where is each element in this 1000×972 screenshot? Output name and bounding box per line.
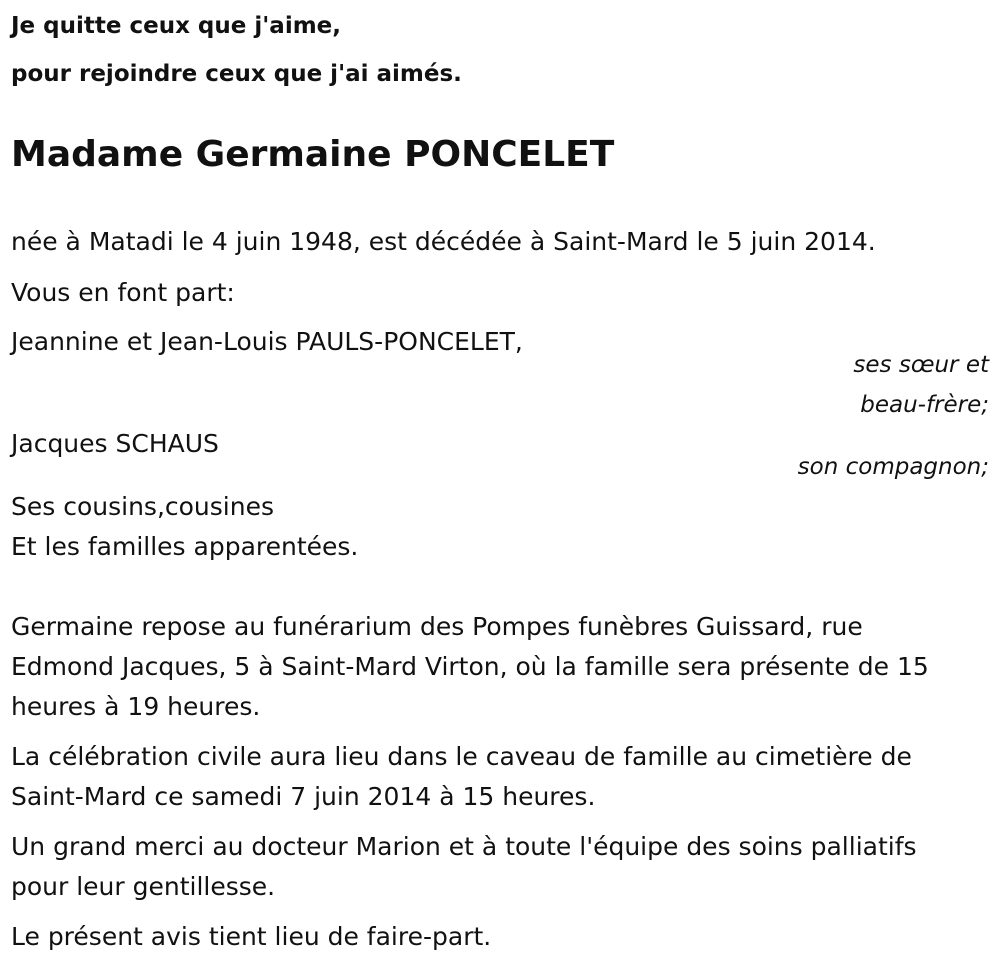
family-member-relation: beau-frère; bbox=[860, 392, 989, 418]
paragraph-line: Un grand merci au docteur Marion et à toute l'équipe des soins palliatifs bbox=[11, 832, 917, 861]
paragraph-line: pour leur gentillesse. bbox=[11, 872, 276, 901]
family-member-relation: son compagnon; bbox=[797, 454, 989, 480]
paragraph-line: La célébration civile aura lieu dans le caveau de famille au cimetière de bbox=[11, 742, 912, 771]
family-member-relation: ses sœur et bbox=[853, 352, 989, 378]
paragraph-line: heures à 19 heures. bbox=[11, 692, 261, 721]
birth-death-line: née à Matadi le 4 juin 1948, est décédée à Saint-Mard le 5 juin 2014. bbox=[11, 227, 876, 256]
deceased-name: Madame Germaine PONCELET bbox=[11, 134, 615, 175]
family-member-name: Jeannine et Jean-Louis PAULS-PONCELET, bbox=[11, 327, 523, 356]
paragraph-line: Saint-Mard ce samedi 7 juin 2014 à 15 heures. bbox=[11, 782, 596, 811]
closing-note: Le présent avis tient lieu de faire-part. bbox=[11, 922, 492, 951]
epigraph-line-2: pour rejoindre ceux que j'ai aimés. bbox=[11, 61, 462, 87]
family-member-name: Jacques SCHAUS bbox=[11, 429, 219, 458]
paragraph-line: Edmond Jacques, 5 à Saint-Mard Virton, où la famille sera présente de 15 bbox=[11, 652, 929, 681]
announcement-intro: Vous en font part: bbox=[11, 278, 235, 307]
epigraph-line-1: Je quitte ceux que j'aime, bbox=[11, 13, 342, 39]
relatives-line-1: Ses cousins,cousines bbox=[11, 492, 275, 521]
relatives-line-2: Et les familles apparentées. bbox=[11, 532, 359, 561]
paragraph-line: Germaine repose au funérarium des Pompes funèbres Guissard, rue bbox=[11, 612, 863, 641]
